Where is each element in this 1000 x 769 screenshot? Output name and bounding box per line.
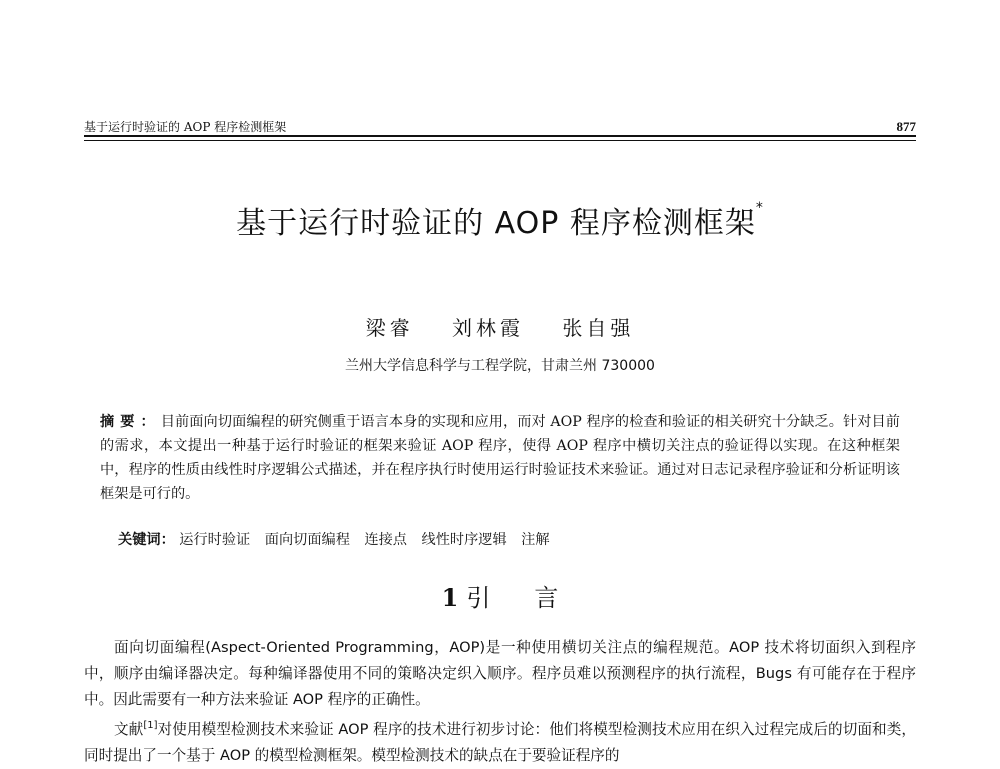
- body-text: [84, 635, 916, 769]
- abstract-label: 摘要：: [100, 414, 161, 430]
- author-name: 张自强: [562, 316, 635, 340]
- paragraph-rest: 对使用模型检测技术来验证 AOP 程序的技术进行初步讨论：他们将模型检测技术应用在织入过程完成后的切面和类，同时提出了一个基于 AOP 的模型检测框架。模型检测技术的缺点在于要验证程序的: [84, 720, 916, 764]
- affiliation: 兰州大学信息科学与工程学院，甘肃兰州 730000: [345, 358, 655, 374]
- page-number: 877: [896, 119, 916, 134]
- paper-title: [0, 198, 1000, 242]
- keywords: [118, 528, 898, 552]
- abstract-text: 目前面向切面编程的研究侧重于语言本身的实现和应用，而对 AOP 程序的检查和验证的相关研究十分缺乏。针对目前的需求，本文提出一种基于运行时验证的框架来验证 AOP 程序，使得 AOP 程序中横切关注点的验证得以实现。在这种框架中，程序的性质由线性时序逻辑公式描述，并在程序执行时使用运行时验证技术来验证。通过对日志记录程序验证和分析证明该框架是可行的。: [100, 414, 900, 502]
- keyword: 线性时序逻辑: [421, 532, 507, 548]
- header-rule-thick: [84, 135, 916, 137]
- paragraph-start: 文献: [114, 720, 144, 738]
- title-footnote-mark: *: [755, 200, 764, 216]
- paragraph: 面向切面编程(Aspect-Oriented Programming，AOP)是一种使用横切关注点的编程规范。AOP 技术将切面织入到程序中，顺序由编译器决定。每种编译器使用不同的策略决定织入顺序。程序员难以预测程序的执行流程，Bugs 有可能存在于程序中。因此需要有一种方法来验证 AOP 程序的正确性。: [84, 639, 916, 708]
- section-number: 1: [441, 583, 459, 612]
- citation-ref: [1]: [143, 720, 158, 731]
- keyword: 连接点: [364, 532, 407, 548]
- header-rule-thin: [84, 140, 916, 141]
- keyword: 运行时验证: [179, 532, 251, 548]
- keyword: 面向切面编程: [264, 532, 350, 548]
- abstract: [100, 410, 900, 506]
- author-name: 梁睿: [365, 316, 414, 340]
- paragraph: [84, 713, 916, 769]
- running-head: [84, 118, 916, 135]
- author-name: 刘林霞: [452, 316, 524, 340]
- section-heading: [0, 578, 1000, 613]
- paper-title-text: 基于运行时验证的 AOP 程序检测框架: [236, 206, 756, 241]
- running-title: 基于运行时验证的 AOP 程序检测框架: [84, 120, 287, 134]
- keywords-label: 关键词：: [118, 532, 175, 548]
- section-title-part2: 言: [534, 584, 559, 612]
- author-list: [0, 312, 1000, 341]
- section-title-part1: 引: [466, 584, 491, 612]
- keyword: 注解: [521, 532, 550, 548]
